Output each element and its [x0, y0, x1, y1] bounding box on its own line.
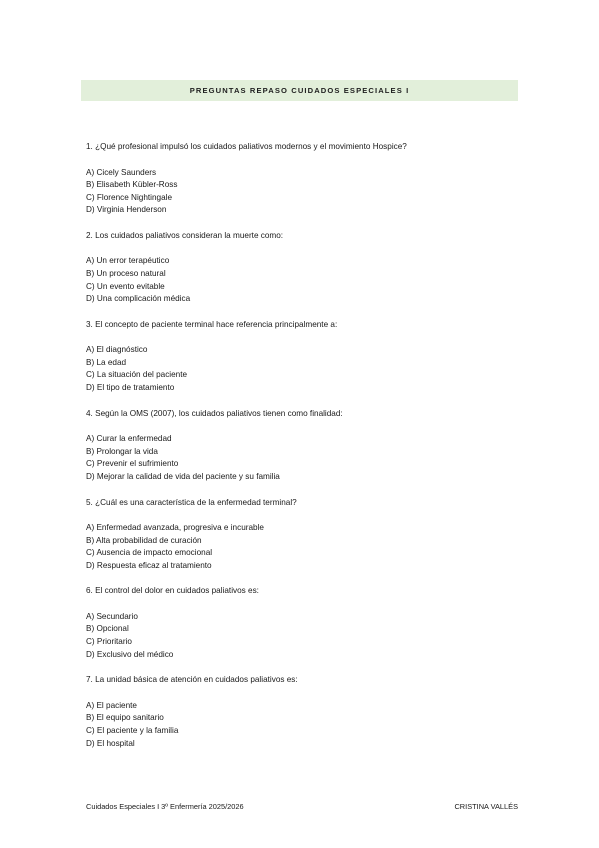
- answer-options: [86, 433, 526, 483]
- answer-option: D) Mejorar la calidad de vida del paciente y su familia: [86, 471, 280, 481]
- question-stem: 4. Según la OMS (2007), los cuidados paliativos tienen como finalidad:: [86, 408, 343, 418]
- question-list: [86, 141, 526, 750]
- answer-option: C) La situación del paciente: [86, 370, 188, 380]
- question-block: [86, 585, 526, 674]
- answer-option: A) Cicely Saunders: [86, 167, 157, 177]
- answer-option: A) Enfermedad avanzada, progresiva e incurable: [86, 523, 264, 532]
- question-stem: 5. ¿Cuál es una característica de la enfermedad terminal?: [86, 497, 297, 507]
- answer-option: A) Curar la enfermedad: [86, 434, 172, 444]
- answer-options: [86, 611, 526, 661]
- answer-option: D) Respuesta eficaz al tratamiento: [86, 560, 212, 570]
- answer-option: C) Prioritario: [86, 637, 132, 647]
- page-title: PREGUNTAS REPASO CUIDADOS ESPECIALES I: [189, 86, 410, 95]
- answer-option: A) Secundario: [86, 611, 138, 621]
- answer-options: [86, 700, 526, 750]
- answer-option: D) Una complicación médica: [86, 294, 191, 304]
- answer-options: [86, 255, 526, 305]
- question-block: [86, 141, 526, 230]
- answer-option: C) Un evento evitable: [86, 281, 165, 291]
- answer-option: C) Prevenir el sufrimiento: [86, 459, 179, 469]
- question-stem: 7. La unidad básica de atención en cuidados paliativos es:: [86, 675, 298, 685]
- answer-option: B) Alta probabilidad de curación: [86, 535, 202, 545]
- answer-option: C) Florence Nightingale: [86, 192, 173, 202]
- question-block: [86, 230, 526, 319]
- answer-option: B) El equipo sanitario: [86, 713, 164, 723]
- answer-option: C) Ausencia de impacto emocional: [86, 548, 213, 558]
- question-block: [86, 319, 526, 408]
- answer-option: D) Virginia Henderson: [86, 205, 167, 215]
- question-block: [86, 497, 526, 586]
- page-footer: [86, 802, 518, 811]
- answer-option: B) Elisabeth Kübler-Ross: [86, 180, 178, 190]
- answer-option: A) Un error terapéutico: [86, 256, 170, 266]
- question-block: [86, 674, 526, 750]
- answer-option: D) Exclusivo del médico: [86, 649, 174, 659]
- question-stem: 2. Los cuidados paliativos consideran la muerte como:: [86, 230, 284, 240]
- answer-option: B) Opcional: [86, 624, 129, 634]
- answer-option: C) El paciente y la familia: [86, 725, 179, 735]
- answer-option: A) El paciente: [86, 700, 137, 710]
- footer-course: Cuidados Especiales I 3º Enfermería 2025/2026: [86, 802, 244, 811]
- footer-author: CRISTINA VALLÉS: [454, 802, 518, 811]
- answer-options: [86, 522, 526, 572]
- question-stem: 3. El concepto de paciente terminal hace referencia principalmente a:: [86, 319, 338, 329]
- answer-options: [86, 167, 526, 217]
- answer-options: [86, 344, 526, 394]
- question-stem: 6. El control del dolor en cuidados paliativos es:: [86, 586, 259, 596]
- title-banner: [81, 80, 518, 101]
- answer-option: A) El diagnóstico: [86, 345, 148, 355]
- answer-option: D) El hospital: [86, 738, 135, 748]
- answer-option: B) Un proceso natural: [86, 268, 166, 278]
- answer-option: B) Prolongar la vida: [86, 446, 158, 456]
- answer-option: B) La edad: [86, 357, 127, 367]
- answer-option: D) El tipo de tratamiento: [86, 383, 175, 393]
- question-block: [86, 408, 526, 497]
- question-stem: 1. ¿Qué profesional impulsó los cuidados paliativos modernos y el movimiento Hospice?: [86, 142, 407, 151]
